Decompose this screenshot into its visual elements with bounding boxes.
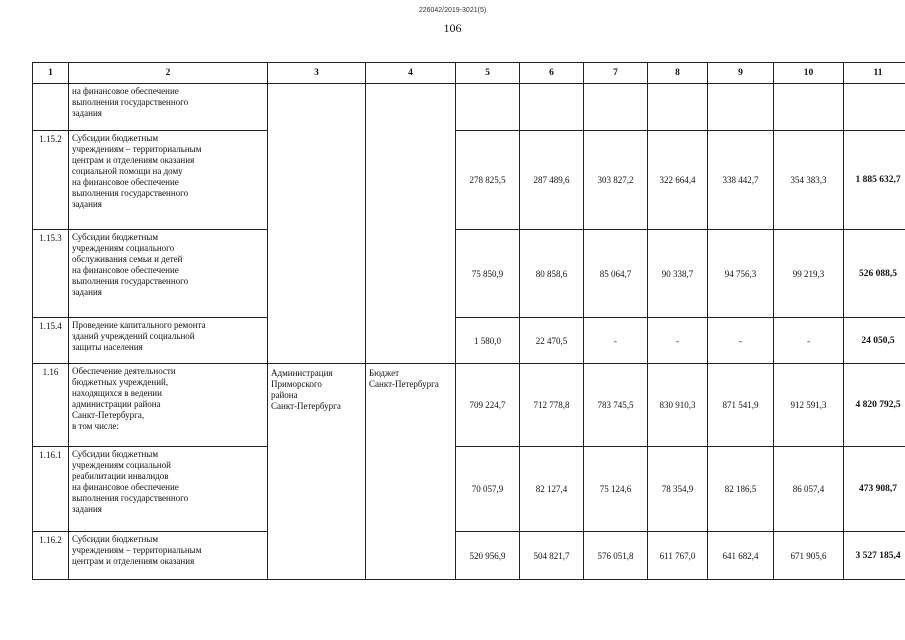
value-cell-10: 912 591,3 [774,364,844,447]
value-cell-6: 712 778,8 [520,364,584,447]
value-cell-6 [520,84,584,131]
column-header-1: 1 [33,63,69,84]
header-row [33,63,905,84]
page-number: 106 [443,21,462,35]
row-code: 1.16.1 [33,447,69,532]
value-cell-9 [708,84,774,131]
value-cell-8 [648,84,708,131]
value-cell-10: 354 383,3 [774,131,844,230]
row-name: Субсидии бюджетным учреждениям социальной реабилитации инвалидов на финансовое обеспечение выполнения государственного задания [69,447,268,532]
value-cell-10: 86 057,4 [774,447,844,532]
total-cell: 4 820 792,5 [844,364,905,447]
column-header-2: 2 [69,63,268,84]
column-header-4: 4 [366,63,456,84]
row-code: 1.15.4 [33,318,69,364]
value-cell-6: 287 489,6 [520,131,584,230]
funding-source-cell: Бюджет Санкт-Петербурга [366,364,456,580]
row-name: Проведение капитального ремонта зданий учреждений социальной защиты населения [69,318,268,364]
funding-source-cell [366,84,456,364]
row-code: 1.15.3 [33,230,69,318]
table-row [33,131,905,230]
value-cell-5: 278 825,5 [456,131,520,230]
value-cell-6: 80 858,6 [520,230,584,318]
table-row [33,447,905,532]
value-cell-8: 611 767,0 [648,532,708,580]
value-cell-10: 671 905,6 [774,532,844,580]
value-cell-6: 82 127,4 [520,447,584,532]
row-code: 1.16 [33,364,69,447]
row-name: на финансовое обеспечение выполнения государственного задания [69,84,268,131]
value-cell-5: 70 057,9 [456,447,520,532]
row-name: Субсидии бюджетным учреждениям социального обслуживания семьи и детей на финансовое обеспечение выполнения государственного задания [69,230,268,318]
table-row [33,364,905,447]
row-name: Обеспечение деятельности бюджетных учреждений, находящихся в ведении администрации района Санкт-Петербурга, в том числе: [69,364,268,447]
column-header-8: 8 [648,63,708,84]
value-cell-8: - [648,318,708,364]
value-cell-5: 75 850,9 [456,230,520,318]
value-cell-8: 322 664,4 [648,131,708,230]
value-cell-8: 78 354,9 [648,447,708,532]
value-cell-5: 709 224,7 [456,364,520,447]
row-code [33,84,69,131]
value-cell-6: 504 821,7 [520,532,584,580]
value-cell-7: 576 051,8 [584,532,648,580]
value-cell-10: - [774,318,844,364]
total-cell: 526 088,5 [844,230,905,318]
value-cell-5: 520 956,9 [456,532,520,580]
column-header-5: 5 [456,63,520,84]
value-cell-7: 85 064,7 [584,230,648,318]
total-cell: 473 908,7 [844,447,905,532]
value-cell-7: 303 827,2 [584,131,648,230]
value-cell-10: 99 219,3 [774,230,844,318]
row-name: Субсидии бюджетным учреждениям – территориальным центрам и отделениям оказания социальной помощи на дому на финансовое обеспечение выполнения государственного задания [69,131,268,230]
value-cell-5 [456,84,520,131]
value-cell-8: 90 338,7 [648,230,708,318]
total-cell: 3 527 185,4 [844,532,905,580]
value-cell-7: 783 745,5 [584,364,648,447]
value-cell-9: 641 682,4 [708,532,774,580]
value-cell-9: 82 186,5 [708,447,774,532]
executor-cell [268,84,366,364]
column-header-3: 3 [268,63,366,84]
total-cell: 24 050,5 [844,318,905,364]
value-cell-10 [774,84,844,131]
value-cell-9: 338 442,7 [708,131,774,230]
table-row [33,532,905,580]
column-header-11: 11 [844,63,905,84]
document-stamp: 226042/2019-3021(5) [418,7,487,14]
column-header-10: 10 [774,63,844,84]
row-code: 1.16.2 [33,532,69,580]
value-cell-9: 871 541,9 [708,364,774,447]
column-header-9: 9 [708,63,774,84]
value-cell-8: 830 910,3 [648,364,708,447]
value-cell-7: 75 124,6 [584,447,648,532]
executor-cell: Администрация Приморского района Санкт-Петербурга [268,364,366,580]
row-code: 1.15.2 [33,131,69,230]
table-row [33,318,905,364]
value-cell-9: - [708,318,774,364]
column-header-6: 6 [520,63,584,84]
row-name: Субсидии бюджетным учреждениям – территориальным центрам и отделениям оказания [69,532,268,580]
table-row [33,84,905,131]
total-cell: 1 885 632,7 [844,131,905,230]
value-cell-9: 94 756,3 [708,230,774,318]
budget-table [32,62,905,580]
column-header-7: 7 [584,63,648,84]
value-cell-5: 1 580,0 [456,318,520,364]
total-cell [844,84,905,131]
value-cell-7 [584,84,648,131]
table-row [33,230,905,318]
value-cell-6: 22 470,5 [520,318,584,364]
value-cell-7: - [584,318,648,364]
